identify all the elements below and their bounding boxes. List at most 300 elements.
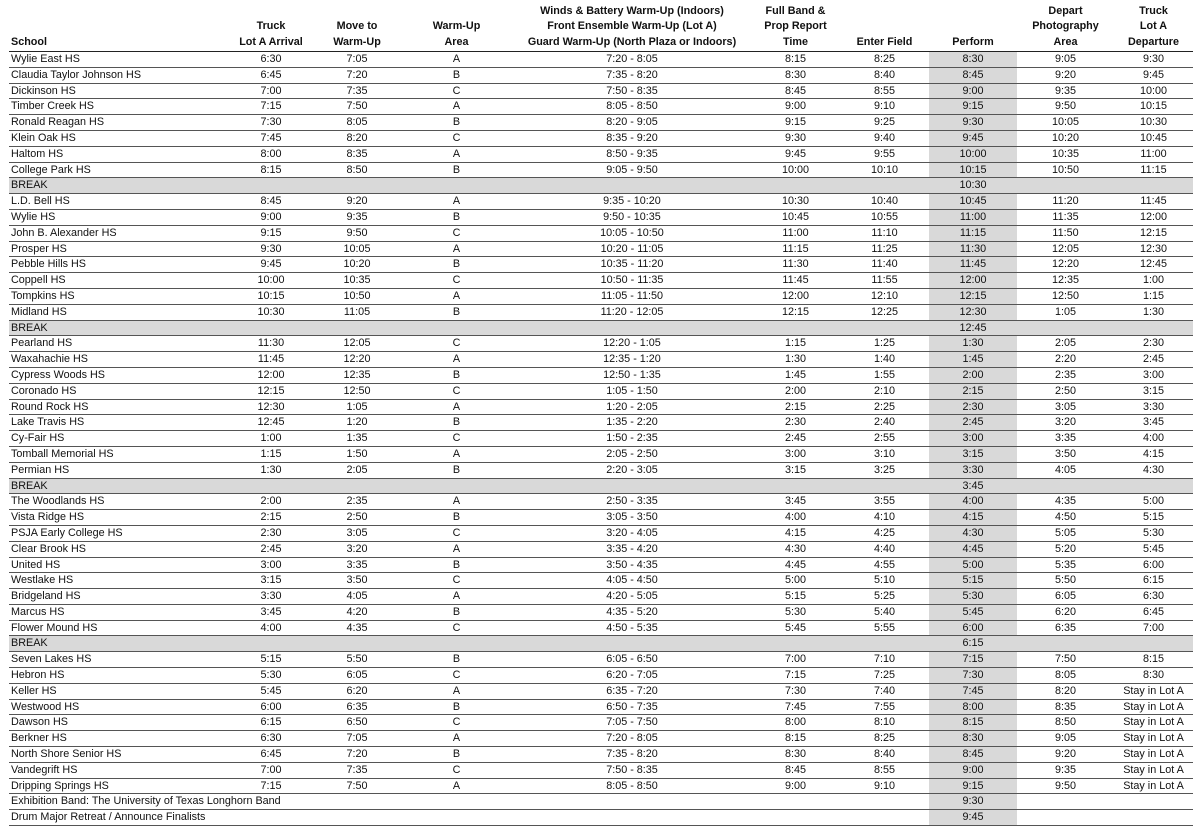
depart-photography-time: 3:05 xyxy=(1017,399,1114,415)
truck-departure-time: Stay in Lot A xyxy=(1114,778,1193,794)
warmup-window: 10:05 - 10:50 xyxy=(513,225,751,241)
report-time: 10:00 xyxy=(751,162,840,178)
enter-field-time: 8:25 xyxy=(840,52,929,68)
warmup-area: B xyxy=(400,367,513,383)
enter-field-time: 7:55 xyxy=(840,699,929,715)
school-name: Vista Ridge HS xyxy=(9,510,228,526)
warmup-area: C xyxy=(400,336,513,352)
break-label: BREAK xyxy=(9,320,929,336)
warmup-window: 2:50 - 3:35 xyxy=(513,494,751,510)
school-name: Berkner HS xyxy=(9,731,228,747)
truck-departure-time: 4:15 xyxy=(1114,446,1193,462)
perform-time: 5:45 xyxy=(929,604,1017,620)
depart-photography-time: 6:05 xyxy=(1017,589,1114,605)
depart-photography-time: 6:35 xyxy=(1017,620,1114,636)
enter-field-time: 5:40 xyxy=(840,604,929,620)
enter-field-time: 7:10 xyxy=(840,652,929,668)
truck-departure-time: 10:00 xyxy=(1114,83,1193,99)
table-row xyxy=(9,383,1193,399)
table-row xyxy=(9,99,1193,115)
warmup-area: B xyxy=(400,462,513,478)
report-time: 11:30 xyxy=(751,257,840,273)
warmup-window: 7:20 - 8:05 xyxy=(513,731,751,747)
truck-arrival-time: 10:15 xyxy=(228,288,314,304)
table-row xyxy=(9,162,1193,178)
enter-field-time: 10:55 xyxy=(840,209,929,225)
enter-field-time: 1:25 xyxy=(840,336,929,352)
truck-departure-time: 12:00 xyxy=(1114,209,1193,225)
table-row xyxy=(9,336,1193,352)
col-header-school xyxy=(9,2,228,52)
move-to-warmup-time: 6:20 xyxy=(314,683,400,699)
truck-arrival-time: 7:45 xyxy=(228,130,314,146)
warmup-window: 8:50 - 9:35 xyxy=(513,146,751,162)
report-time: 5:00 xyxy=(751,573,840,589)
col-header-photography xyxy=(1017,2,1114,52)
school-name: Lake Travis HS xyxy=(9,415,228,431)
report-time: 3:00 xyxy=(751,446,840,462)
warmup-area: A xyxy=(400,99,513,115)
school-name: Cypress Woods HS xyxy=(9,367,228,383)
perform-time: 10:00 xyxy=(929,146,1017,162)
truck-departure-time: 9:45 xyxy=(1114,67,1193,83)
report-time: 7:15 xyxy=(751,668,840,684)
truck-departure-time: 10:15 xyxy=(1114,99,1193,115)
warmup-window: 10:20 - 11:05 xyxy=(513,241,751,257)
perform-time: 6:00 xyxy=(929,620,1017,636)
truck-arrival-time: 9:30 xyxy=(228,241,314,257)
report-time: 8:15 xyxy=(751,731,840,747)
warmup-area: A xyxy=(400,778,513,794)
report-time: 10:30 xyxy=(751,194,840,210)
table-row xyxy=(9,352,1193,368)
warmup-area: A xyxy=(400,589,513,605)
enter-field-time: 2:55 xyxy=(840,431,929,447)
truck-arrival-time: 5:15 xyxy=(228,652,314,668)
table-row xyxy=(9,446,1193,462)
move-to-warmup-time: 12:20 xyxy=(314,352,400,368)
empty-cell xyxy=(1017,178,1193,194)
header-line: Winds & Battery Warm-Up (Indoors) xyxy=(540,4,724,17)
move-to-warmup-time: 12:50 xyxy=(314,383,400,399)
truck-departure-time: 2:45 xyxy=(1114,352,1193,368)
warmup-area: A xyxy=(400,52,513,68)
truck-departure-time: 3:15 xyxy=(1114,383,1193,399)
note-row xyxy=(9,810,1193,826)
move-to-warmup-time: 7:35 xyxy=(314,762,400,778)
report-time: 8:30 xyxy=(751,67,840,83)
table-row xyxy=(9,699,1193,715)
enter-field-time: 3:55 xyxy=(840,494,929,510)
warmup-window: 6:35 - 7:20 xyxy=(513,683,751,699)
warmup-area: C xyxy=(400,225,513,241)
warmup-area: C xyxy=(400,762,513,778)
warmup-area: C xyxy=(400,668,513,684)
warmup-window: 4:05 - 4:50 xyxy=(513,573,751,589)
note-label: Exhibition Band: The University of Texas Longhorn Band xyxy=(9,794,929,810)
depart-photography-time: 9:50 xyxy=(1017,99,1114,115)
perform-time: 2:00 xyxy=(929,367,1017,383)
move-to-warmup-time: 8:50 xyxy=(314,162,400,178)
move-to-warmup-time: 1:20 xyxy=(314,415,400,431)
truck-departure-time: 11:15 xyxy=(1114,162,1193,178)
enter-field-time: 9:55 xyxy=(840,146,929,162)
enter-field-time: 5:55 xyxy=(840,620,929,636)
school-name: Westlake HS xyxy=(9,573,228,589)
truck-departure-time: 5:15 xyxy=(1114,510,1193,526)
warmup-area: C xyxy=(400,130,513,146)
warmup-area: A xyxy=(400,541,513,557)
warmup-window: 1:50 - 2:35 xyxy=(513,431,751,447)
perform-time: 8:45 xyxy=(929,67,1017,83)
depart-photography-time: 8:50 xyxy=(1017,715,1114,731)
perform-time: 8:00 xyxy=(929,699,1017,715)
warmup-window: 9:35 - 10:20 xyxy=(513,194,751,210)
school-name: Marcus HS xyxy=(9,604,228,620)
school-name: Prosper HS xyxy=(9,241,228,257)
warmup-area: C xyxy=(400,383,513,399)
depart-photography-time: 3:20 xyxy=(1017,415,1114,431)
move-to-warmup-time: 3:35 xyxy=(314,557,400,573)
truck-arrival-time: 1:15 xyxy=(228,446,314,462)
empty-cell xyxy=(1017,794,1193,810)
enter-field-time: 11:40 xyxy=(840,257,929,273)
report-time: 2:30 xyxy=(751,415,840,431)
warmup-area: A xyxy=(400,194,513,210)
truck-departure-time: 8:15 xyxy=(1114,652,1193,668)
truck-arrival-time: 12:00 xyxy=(228,367,314,383)
header-row xyxy=(9,2,1193,52)
warmup-area: A xyxy=(400,494,513,510)
truck-departure-time: 1:00 xyxy=(1114,273,1193,289)
warmup-window: 2:20 - 3:05 xyxy=(513,462,751,478)
warmup-area: B xyxy=(400,257,513,273)
school-name: Coronado HS xyxy=(9,383,228,399)
depart-photography-time: 10:20 xyxy=(1017,130,1114,146)
break-label: BREAK xyxy=(9,478,929,494)
table-row xyxy=(9,52,1193,68)
school-name: Seven Lakes HS xyxy=(9,652,228,668)
depart-photography-time: 12:50 xyxy=(1017,288,1114,304)
header-line: Prop Report xyxy=(764,20,827,32)
warmup-window: 1:35 - 2:20 xyxy=(513,415,751,431)
move-to-warmup-time: 10:20 xyxy=(314,257,400,273)
report-time: 2:00 xyxy=(751,383,840,399)
enter-field-time: 9:10 xyxy=(840,778,929,794)
truck-arrival-time: 8:45 xyxy=(228,194,314,210)
warmup-area: A xyxy=(400,146,513,162)
report-time: 7:00 xyxy=(751,652,840,668)
move-to-warmup-time: 2:05 xyxy=(314,462,400,478)
move-to-warmup-time: 8:20 xyxy=(314,130,400,146)
report-time: 1:15 xyxy=(751,336,840,352)
report-time: 7:30 xyxy=(751,683,840,699)
warmup-area: B xyxy=(400,557,513,573)
truck-arrival-time: 3:15 xyxy=(228,573,314,589)
warmup-window: 9:05 - 9:50 xyxy=(513,162,751,178)
warmup-window: 11:20 - 12:05 xyxy=(513,304,751,320)
warmup-area: B xyxy=(400,510,513,526)
truck-arrival-time: 3:45 xyxy=(228,604,314,620)
depart-photography-time: 5:05 xyxy=(1017,525,1114,541)
depart-photography-time: 12:35 xyxy=(1017,273,1114,289)
depart-photography-time: 4:35 xyxy=(1017,494,1114,510)
header-line: Departure xyxy=(1127,35,1179,48)
school-name: Dawson HS xyxy=(9,715,228,731)
warmup-window: 3:05 - 3:50 xyxy=(513,510,751,526)
perform-time: 8:45 xyxy=(929,747,1017,763)
perform-time: 9:45 xyxy=(929,810,1017,826)
truck-arrival-time: 7:30 xyxy=(228,115,314,131)
truck-arrival-time: 5:30 xyxy=(228,668,314,684)
move-to-warmup-time: 3:50 xyxy=(314,573,400,589)
enter-field-time: 12:10 xyxy=(840,288,929,304)
schedule-sheet xyxy=(9,2,1193,826)
school-name: Haltom HS xyxy=(9,146,228,162)
warmup-window: 9:50 - 10:35 xyxy=(513,209,751,225)
perform-time: 8:30 xyxy=(929,52,1017,68)
truck-departure-time: 6:15 xyxy=(1114,573,1193,589)
school-name: Vandegrift HS xyxy=(9,762,228,778)
depart-photography-time: 5:20 xyxy=(1017,541,1114,557)
move-to-warmup-time: 7:50 xyxy=(314,778,400,794)
warmup-window: 8:35 - 9:20 xyxy=(513,130,751,146)
warmup-area: B xyxy=(400,209,513,225)
warmup-window: 7:35 - 8:20 xyxy=(513,67,751,83)
school-name: North Shore Senior HS xyxy=(9,747,228,763)
depart-photography-time: 3:50 xyxy=(1017,446,1114,462)
warmup-window: 8:20 - 9:05 xyxy=(513,115,751,131)
header-line: Lot A xyxy=(1139,20,1168,32)
perform-time: 9:00 xyxy=(929,83,1017,99)
perform-time: 11:00 xyxy=(929,209,1017,225)
header-line: Front Ensemble Warm-Up (Lot A) xyxy=(547,20,717,32)
depart-photography-time: 9:05 xyxy=(1017,731,1114,747)
move-to-warmup-time: 10:35 xyxy=(314,273,400,289)
enter-field-time: 4:25 xyxy=(840,525,929,541)
enter-field-time: 11:55 xyxy=(840,273,929,289)
truck-arrival-time: 7:15 xyxy=(228,99,314,115)
depart-photography-time: 5:35 xyxy=(1017,557,1114,573)
col-header-warmup-times xyxy=(513,2,751,52)
school-name: College Park HS xyxy=(9,162,228,178)
move-to-warmup-time: 7:20 xyxy=(314,67,400,83)
perform-time: 2:30 xyxy=(929,399,1017,415)
enter-field-time: 4:55 xyxy=(840,557,929,573)
truck-departure-time: 1:15 xyxy=(1114,288,1193,304)
warmup-area: B xyxy=(400,652,513,668)
warmup-window: 7:35 - 8:20 xyxy=(513,747,751,763)
report-time: 3:45 xyxy=(751,494,840,510)
note-label: Drum Major Retreat / Announce Finalists xyxy=(9,810,929,826)
header-line: Area xyxy=(444,35,469,48)
enter-field-time: 11:10 xyxy=(840,225,929,241)
truck-arrival-time: 3:30 xyxy=(228,589,314,605)
header-line: Time xyxy=(782,35,808,48)
enter-field-time: 9:25 xyxy=(840,115,929,131)
move-to-warmup-time: 1:35 xyxy=(314,431,400,447)
truck-departure-time: 10:30 xyxy=(1114,115,1193,131)
warmup-window: 7:20 - 8:05 xyxy=(513,52,751,68)
truck-departure-time: Stay in Lot A xyxy=(1114,683,1193,699)
depart-photography-time: 3:35 xyxy=(1017,431,1114,447)
truck-departure-time: 3:00 xyxy=(1114,367,1193,383)
report-time: 9:15 xyxy=(751,115,840,131)
report-time: 5:45 xyxy=(751,620,840,636)
warmup-area: B xyxy=(400,304,513,320)
truck-arrival-time: 9:15 xyxy=(228,225,314,241)
school-name: Waxahachie HS xyxy=(9,352,228,368)
col-header-truck-arrival xyxy=(228,2,314,52)
header-line: Move to xyxy=(336,20,378,32)
perform-time: 11:15 xyxy=(929,225,1017,241)
report-time: 2:45 xyxy=(751,431,840,447)
move-to-warmup-time: 6:05 xyxy=(314,668,400,684)
enter-field-time: 7:25 xyxy=(840,668,929,684)
warmup-area: C xyxy=(400,525,513,541)
school-name: L.D. Bell HS xyxy=(9,194,228,210)
break-label: BREAK xyxy=(9,636,929,652)
school-name: Dickinson HS xyxy=(9,83,228,99)
table-row xyxy=(9,225,1193,241)
warmup-window: 1:05 - 1:50 xyxy=(513,383,751,399)
depart-photography-time: 9:35 xyxy=(1017,762,1114,778)
depart-photography-time: 5:50 xyxy=(1017,573,1114,589)
warmup-window: 3:35 - 4:20 xyxy=(513,541,751,557)
table-row xyxy=(9,431,1193,447)
truck-departure-time: 3:30 xyxy=(1114,399,1193,415)
perform-time: 3:15 xyxy=(929,446,1017,462)
truck-departure-time: 9:30 xyxy=(1114,52,1193,68)
table-row xyxy=(9,604,1193,620)
enter-field-time: 2:10 xyxy=(840,383,929,399)
table-row xyxy=(9,747,1193,763)
table-row xyxy=(9,367,1193,383)
move-to-warmup-time: 4:35 xyxy=(314,620,400,636)
depart-photography-time: 7:50 xyxy=(1017,652,1114,668)
report-time: 4:45 xyxy=(751,557,840,573)
perform-time: 5:15 xyxy=(929,573,1017,589)
enter-field-time: 3:10 xyxy=(840,446,929,462)
truck-departure-time: 10:45 xyxy=(1114,130,1193,146)
perform-time: 6:15 xyxy=(929,636,1017,652)
perform-time: 9:30 xyxy=(929,115,1017,131)
warmup-window: 4:20 - 5:05 xyxy=(513,589,751,605)
warmup-area: C xyxy=(400,715,513,731)
school-name: Timber Creek HS xyxy=(9,99,228,115)
truck-arrival-time: 5:45 xyxy=(228,683,314,699)
depart-photography-time: 8:05 xyxy=(1017,668,1114,684)
report-time: 10:45 xyxy=(751,209,840,225)
table-row xyxy=(9,288,1193,304)
report-time: 4:15 xyxy=(751,525,840,541)
enter-field-time: 8:10 xyxy=(840,715,929,731)
perform-time: 10:15 xyxy=(929,162,1017,178)
header-line: Truck xyxy=(256,20,286,32)
perform-time: 4:30 xyxy=(929,525,1017,541)
truck-arrival-time: 7:00 xyxy=(228,83,314,99)
school-name: Klein Oak HS xyxy=(9,130,228,146)
truck-departure-time: 1:30 xyxy=(1114,304,1193,320)
report-time: 7:45 xyxy=(751,699,840,715)
table-row xyxy=(9,541,1193,557)
truck-arrival-time: 9:45 xyxy=(228,257,314,273)
school-name: Midland HS xyxy=(9,304,228,320)
truck-arrival-time: 8:00 xyxy=(228,146,314,162)
depart-photography-time: 10:50 xyxy=(1017,162,1114,178)
table-row xyxy=(9,304,1193,320)
perform-time: 1:45 xyxy=(929,352,1017,368)
enter-field-time: 7:40 xyxy=(840,683,929,699)
depart-photography-time: 12:05 xyxy=(1017,241,1114,257)
warmup-window: 7:50 - 8:35 xyxy=(513,762,751,778)
empty-cell xyxy=(1017,478,1193,494)
move-to-warmup-time: 6:35 xyxy=(314,699,400,715)
perform-time: 8:15 xyxy=(929,715,1017,731)
table-row xyxy=(9,668,1193,684)
col-header-enter-field xyxy=(840,2,929,52)
truck-arrival-time: 1:00 xyxy=(228,431,314,447)
warmup-window: 8:05 - 8:50 xyxy=(513,778,751,794)
move-to-warmup-time: 7:20 xyxy=(314,747,400,763)
report-time: 8:45 xyxy=(751,762,840,778)
warmup-window: 8:05 - 8:50 xyxy=(513,99,751,115)
perform-time: 9:30 xyxy=(929,794,1017,810)
school-name: PSJA Early College HS xyxy=(9,525,228,541)
school-name: Westwood HS xyxy=(9,699,228,715)
perform-time: 9:00 xyxy=(929,762,1017,778)
perform-time: 7:45 xyxy=(929,683,1017,699)
table-row xyxy=(9,83,1193,99)
move-to-warmup-time: 7:35 xyxy=(314,83,400,99)
enter-field-time: 2:25 xyxy=(840,399,929,415)
table-row xyxy=(9,510,1193,526)
truck-departure-time: 12:45 xyxy=(1114,257,1193,273)
depart-photography-time: 9:05 xyxy=(1017,52,1114,68)
enter-field-time: 2:40 xyxy=(840,415,929,431)
perform-time: 9:45 xyxy=(929,130,1017,146)
school-name: The Woodlands HS xyxy=(9,494,228,510)
warmup-window: 3:20 - 4:05 xyxy=(513,525,751,541)
report-time: 8:15 xyxy=(751,52,840,68)
report-time: 4:30 xyxy=(751,541,840,557)
move-to-warmup-time: 9:20 xyxy=(314,194,400,210)
perform-time: 2:45 xyxy=(929,415,1017,431)
header-line: Guard Warm-Up (North Plaza or Indoors) xyxy=(527,35,737,48)
table-row xyxy=(9,589,1193,605)
move-to-warmup-time: 12:35 xyxy=(314,367,400,383)
warmup-window: 7:50 - 8:35 xyxy=(513,83,751,99)
table-row xyxy=(9,146,1193,162)
report-time: 11:15 xyxy=(751,241,840,257)
perform-time: 12:00 xyxy=(929,273,1017,289)
warmup-area: B xyxy=(400,67,513,83)
move-to-warmup-time: 11:05 xyxy=(314,304,400,320)
school-name: Hebron HS xyxy=(9,668,228,684)
note-row xyxy=(9,794,1193,810)
move-to-warmup-time: 6:50 xyxy=(314,715,400,731)
depart-photography-time: 9:35 xyxy=(1017,83,1114,99)
move-to-warmup-time: 4:20 xyxy=(314,604,400,620)
perform-time: 4:15 xyxy=(929,510,1017,526)
truck-arrival-time: 6:15 xyxy=(228,715,314,731)
warmup-window: 4:35 - 5:20 xyxy=(513,604,751,620)
move-to-warmup-time: 2:35 xyxy=(314,494,400,510)
table-row xyxy=(9,715,1193,731)
empty-cell xyxy=(1017,320,1193,336)
perform-time: 9:15 xyxy=(929,99,1017,115)
perform-time: 5:00 xyxy=(929,557,1017,573)
